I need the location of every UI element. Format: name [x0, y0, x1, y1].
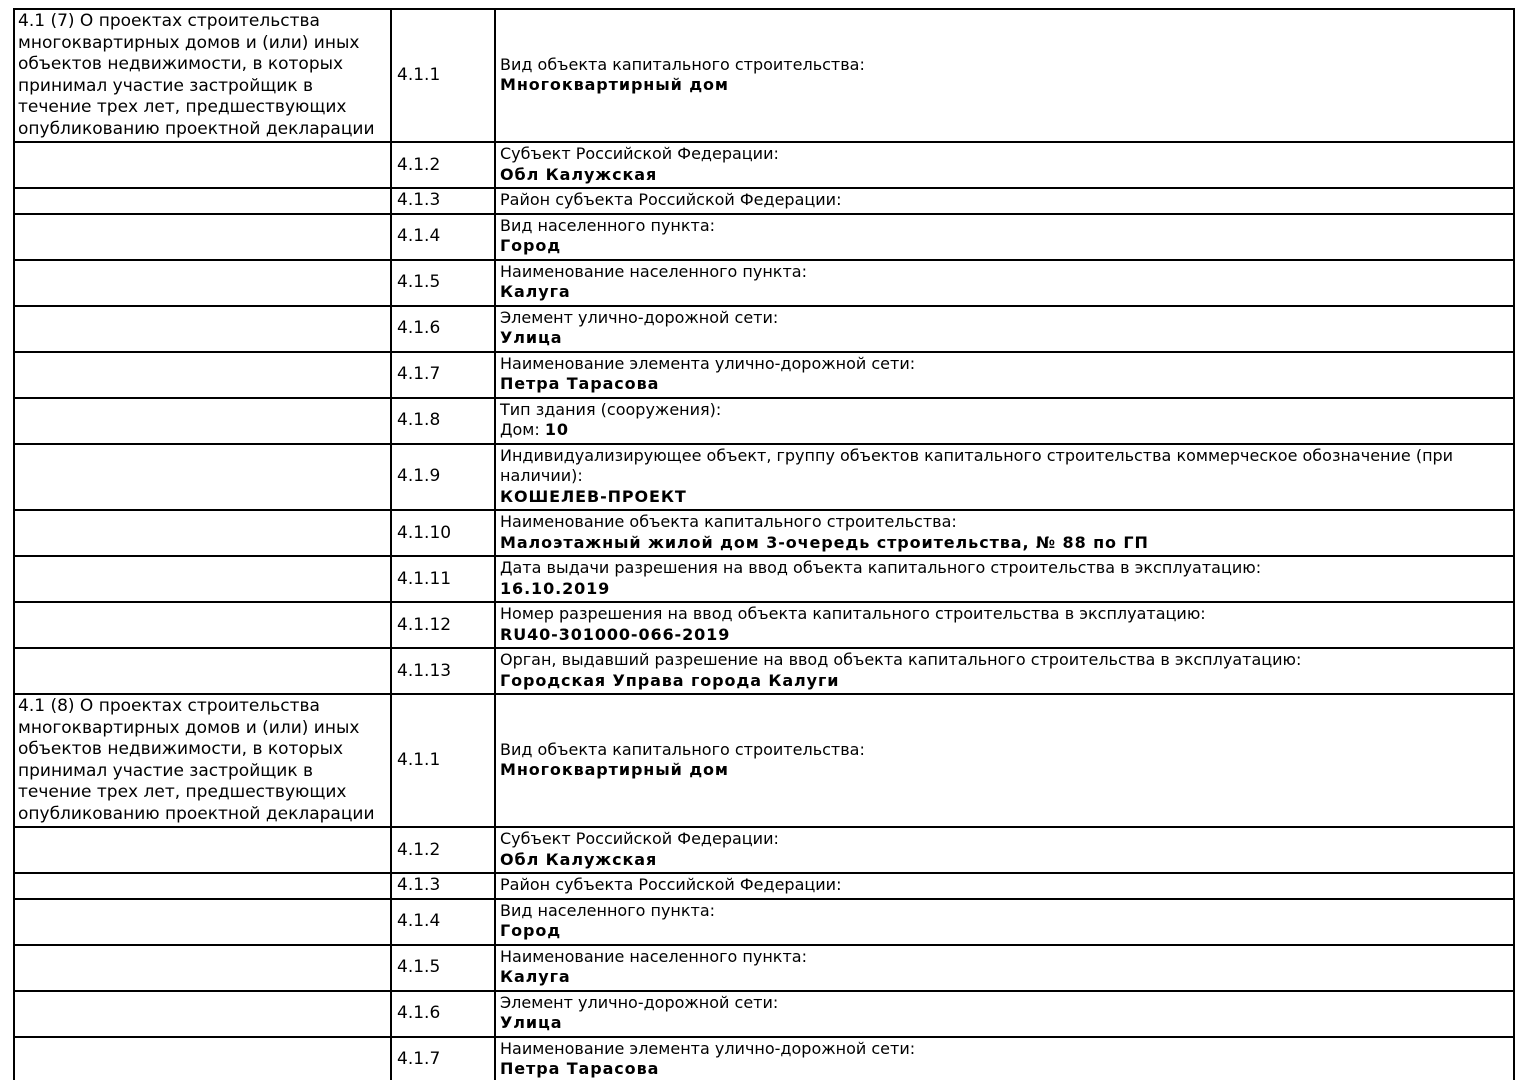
section-title-spacer-cell	[14, 648, 391, 694]
row-value: Обл Калужская	[500, 849, 658, 869]
row-label: Субъект Российской Федерации:	[500, 829, 779, 848]
row-value-line	[500, 420, 1509, 441]
row-number: 4.1.6	[391, 306, 495, 352]
section-title: 4.1 (7) О проектах строительства многоквартирных домов и (или) иных объектов недвижимости, в которых принимал участие застройщик в течение трех лет, предшествующих опубликованию проектной декларации	[14, 9, 391, 142]
table-row	[14, 694, 1514, 827]
table-row	[14, 899, 1514, 945]
section-title-spacer-cell	[14, 510, 391, 556]
section-title-spacer-cell	[14, 1037, 391, 1080]
table-row	[14, 945, 1514, 991]
row-value-line	[500, 760, 1509, 781]
row-content-cell	[495, 899, 1514, 945]
row-content-cell	[495, 444, 1514, 511]
section-title-spacer-cell	[14, 827, 391, 873]
row-content-cell	[495, 260, 1514, 306]
row-label: Индивидуализирующее объект, группу объектов капитального строительства коммерческое обозначение (при наличии):	[500, 445, 1454, 485]
row-label: Наименование элемента улично-дорожной сети:	[500, 353, 916, 373]
row-value-line	[500, 921, 1509, 942]
row-value: Малоэтажный жилой дом 3-очередь строительства, № 88 по ГП	[500, 532, 1149, 552]
row-label: Район субъекта Российской Федерации:	[500, 190, 842, 209]
section-title-spacer-cell	[14, 306, 391, 352]
row-value-line	[500, 533, 1509, 554]
table-row	[14, 188, 1514, 214]
row-number: 4.1.2	[391, 142, 495, 188]
section-title-spacer-cell	[14, 214, 391, 260]
row-content-cell	[495, 306, 1514, 352]
row-number: 4.1.10	[391, 510, 495, 556]
row-value-line	[500, 1059, 1509, 1080]
row-content-cell	[495, 188, 1514, 214]
row-content-cell	[495, 510, 1514, 556]
row-content-cell	[495, 398, 1514, 444]
table-row	[14, 260, 1514, 306]
row-value: Город	[500, 921, 562, 940]
section-title-spacer-cell	[14, 991, 391, 1037]
row-number: 4.1.4	[391, 214, 495, 260]
row-value: Городская Управа города Калуги	[500, 670, 840, 690]
row-value: КОШЕЛЕВ-ПРОЕКТ	[500, 486, 687, 506]
row-number: 4.1.3	[391, 188, 495, 214]
row-value-line	[500, 165, 1509, 186]
row-content-cell	[495, 556, 1514, 602]
row-value: Петра Тарасова	[500, 1059, 660, 1078]
row-value: 16.10.2019	[500, 578, 611, 598]
row-value-line	[500, 75, 1509, 96]
row-label: Вид объекта капитального строительства:	[500, 54, 865, 74]
row-number: 4.1.8	[391, 398, 495, 444]
declaration-table-body	[14, 9, 1514, 1080]
row-value-line	[500, 579, 1509, 600]
table-row	[14, 398, 1514, 444]
row-label: Дата выдачи разрешения на ввод объекта капитального строительства в эксплуатацию:	[500, 558, 1262, 577]
table-row	[14, 827, 1514, 873]
section-title-spacer-cell	[14, 602, 391, 648]
row-value-prefix: Дом:	[500, 420, 545, 439]
row-content-cell	[495, 827, 1514, 873]
row-value-line	[500, 967, 1509, 988]
row-label: Вид объекта капитального строительства:	[500, 739, 865, 759]
table-row	[14, 556, 1514, 602]
row-label: Наименование населенного пункта:	[500, 946, 807, 966]
row-number: 4.1.4	[391, 899, 495, 945]
row-label: Вид населенного пункта:	[500, 900, 716, 920]
row-label: Номер разрешения на ввод объекта капитального строительства в эксплуатацию:	[500, 604, 1206, 623]
row-content-cell	[495, 9, 1514, 142]
table-row	[14, 873, 1514, 899]
row-label: Наименование объекта капитального строительства:	[500, 512, 957, 531]
section-title-spacer-cell	[14, 444, 391, 511]
row-value-line	[500, 1013, 1509, 1034]
row-value-line	[500, 625, 1509, 646]
table-row	[14, 602, 1514, 648]
declaration-table	[13, 8, 1515, 1080]
row-number: 4.1.13	[391, 648, 495, 694]
row-value-line	[500, 328, 1509, 349]
row-content-cell	[495, 873, 1514, 899]
table-row	[14, 352, 1514, 398]
row-value: Улица	[500, 328, 563, 347]
row-label: Тип здания (сооружения):	[500, 399, 722, 419]
row-value: Улица	[500, 1013, 563, 1032]
section-title-spacer-cell	[14, 945, 391, 991]
row-label: Субъект Российской Федерации:	[500, 144, 779, 163]
row-content-cell	[495, 214, 1514, 260]
row-label: Вид населенного пункта:	[500, 215, 716, 235]
table-row	[14, 214, 1514, 260]
row-value: Многоквартирный дом	[500, 760, 729, 779]
row-content-cell	[495, 694, 1514, 827]
table-row	[14, 444, 1514, 511]
section-title-spacer-cell	[14, 398, 391, 444]
row-number: 4.1.1	[391, 694, 495, 827]
row-number: 4.1.11	[391, 556, 495, 602]
section-title-spacer-cell	[14, 260, 391, 306]
row-number: 4.1.12	[391, 602, 495, 648]
table-row	[14, 510, 1514, 556]
row-value: Город	[500, 236, 562, 255]
section-title: 4.1 (8) О проектах строительства многоквартирных домов и (или) иных объектов недвижимости, в которых принимал участие застройщик в течение трех лет, предшествующих опубликованию проектной декларации	[14, 694, 391, 827]
row-label: Наименование населенного пункта:	[500, 261, 807, 281]
row-value-line	[500, 282, 1509, 303]
row-label: Район субъекта Российской Федерации:	[500, 875, 842, 894]
table-row	[14, 306, 1514, 352]
row-label: Элемент улично-дорожной сети:	[500, 307, 779, 327]
row-label: Наименование элемента улично-дорожной сети:	[500, 1038, 916, 1058]
row-number: 4.1.5	[391, 945, 495, 991]
row-content-cell	[495, 991, 1514, 1037]
row-number: 4.1.3	[391, 873, 495, 899]
table-row	[14, 648, 1514, 694]
row-label: Орган, выдавший разрешение на ввод объекта капитального строительства в эксплуатацию:	[500, 650, 1302, 669]
section-title-spacer-cell	[14, 142, 391, 188]
row-value: Многоквартирный дом	[500, 75, 729, 94]
row-content-cell	[495, 945, 1514, 991]
row-value-line	[500, 850, 1509, 871]
section-title-spacer-cell	[14, 188, 391, 214]
row-label: Элемент улично-дорожной сети:	[500, 992, 779, 1012]
row-number: 4.1.1	[391, 9, 495, 142]
section-title-spacer-cell	[14, 873, 391, 899]
row-value: RU40-301000-066-2019	[500, 624, 731, 644]
row-value: Калуга	[500, 282, 571, 301]
row-value: Обл Калужская	[500, 164, 658, 184]
row-value: Калуга	[500, 967, 571, 986]
row-value: 10	[544, 420, 569, 439]
row-content-cell	[495, 648, 1514, 694]
table-row	[14, 991, 1514, 1037]
row-number: 4.1.7	[391, 1037, 495, 1080]
row-content-cell	[495, 602, 1514, 648]
section-title-spacer-cell	[14, 352, 391, 398]
row-value-line	[500, 236, 1509, 257]
row-number: 4.1.6	[391, 991, 495, 1037]
table-row	[14, 142, 1514, 188]
table-row	[14, 1037, 1514, 1080]
row-number: 4.1.5	[391, 260, 495, 306]
section-title-spacer-cell	[14, 556, 391, 602]
row-content-cell	[495, 142, 1514, 188]
row-number: 4.1.7	[391, 352, 495, 398]
row-value-line	[500, 374, 1509, 395]
row-number: 4.1.9	[391, 444, 495, 511]
row-content-cell	[495, 1037, 1514, 1080]
row-number: 4.1.2	[391, 827, 495, 873]
table-row	[14, 9, 1514, 142]
row-value: Петра Тарасова	[500, 374, 660, 393]
row-value-line	[500, 487, 1509, 508]
row-value-line	[500, 671, 1509, 692]
row-content-cell	[495, 352, 1514, 398]
section-title-spacer-cell	[14, 899, 391, 945]
